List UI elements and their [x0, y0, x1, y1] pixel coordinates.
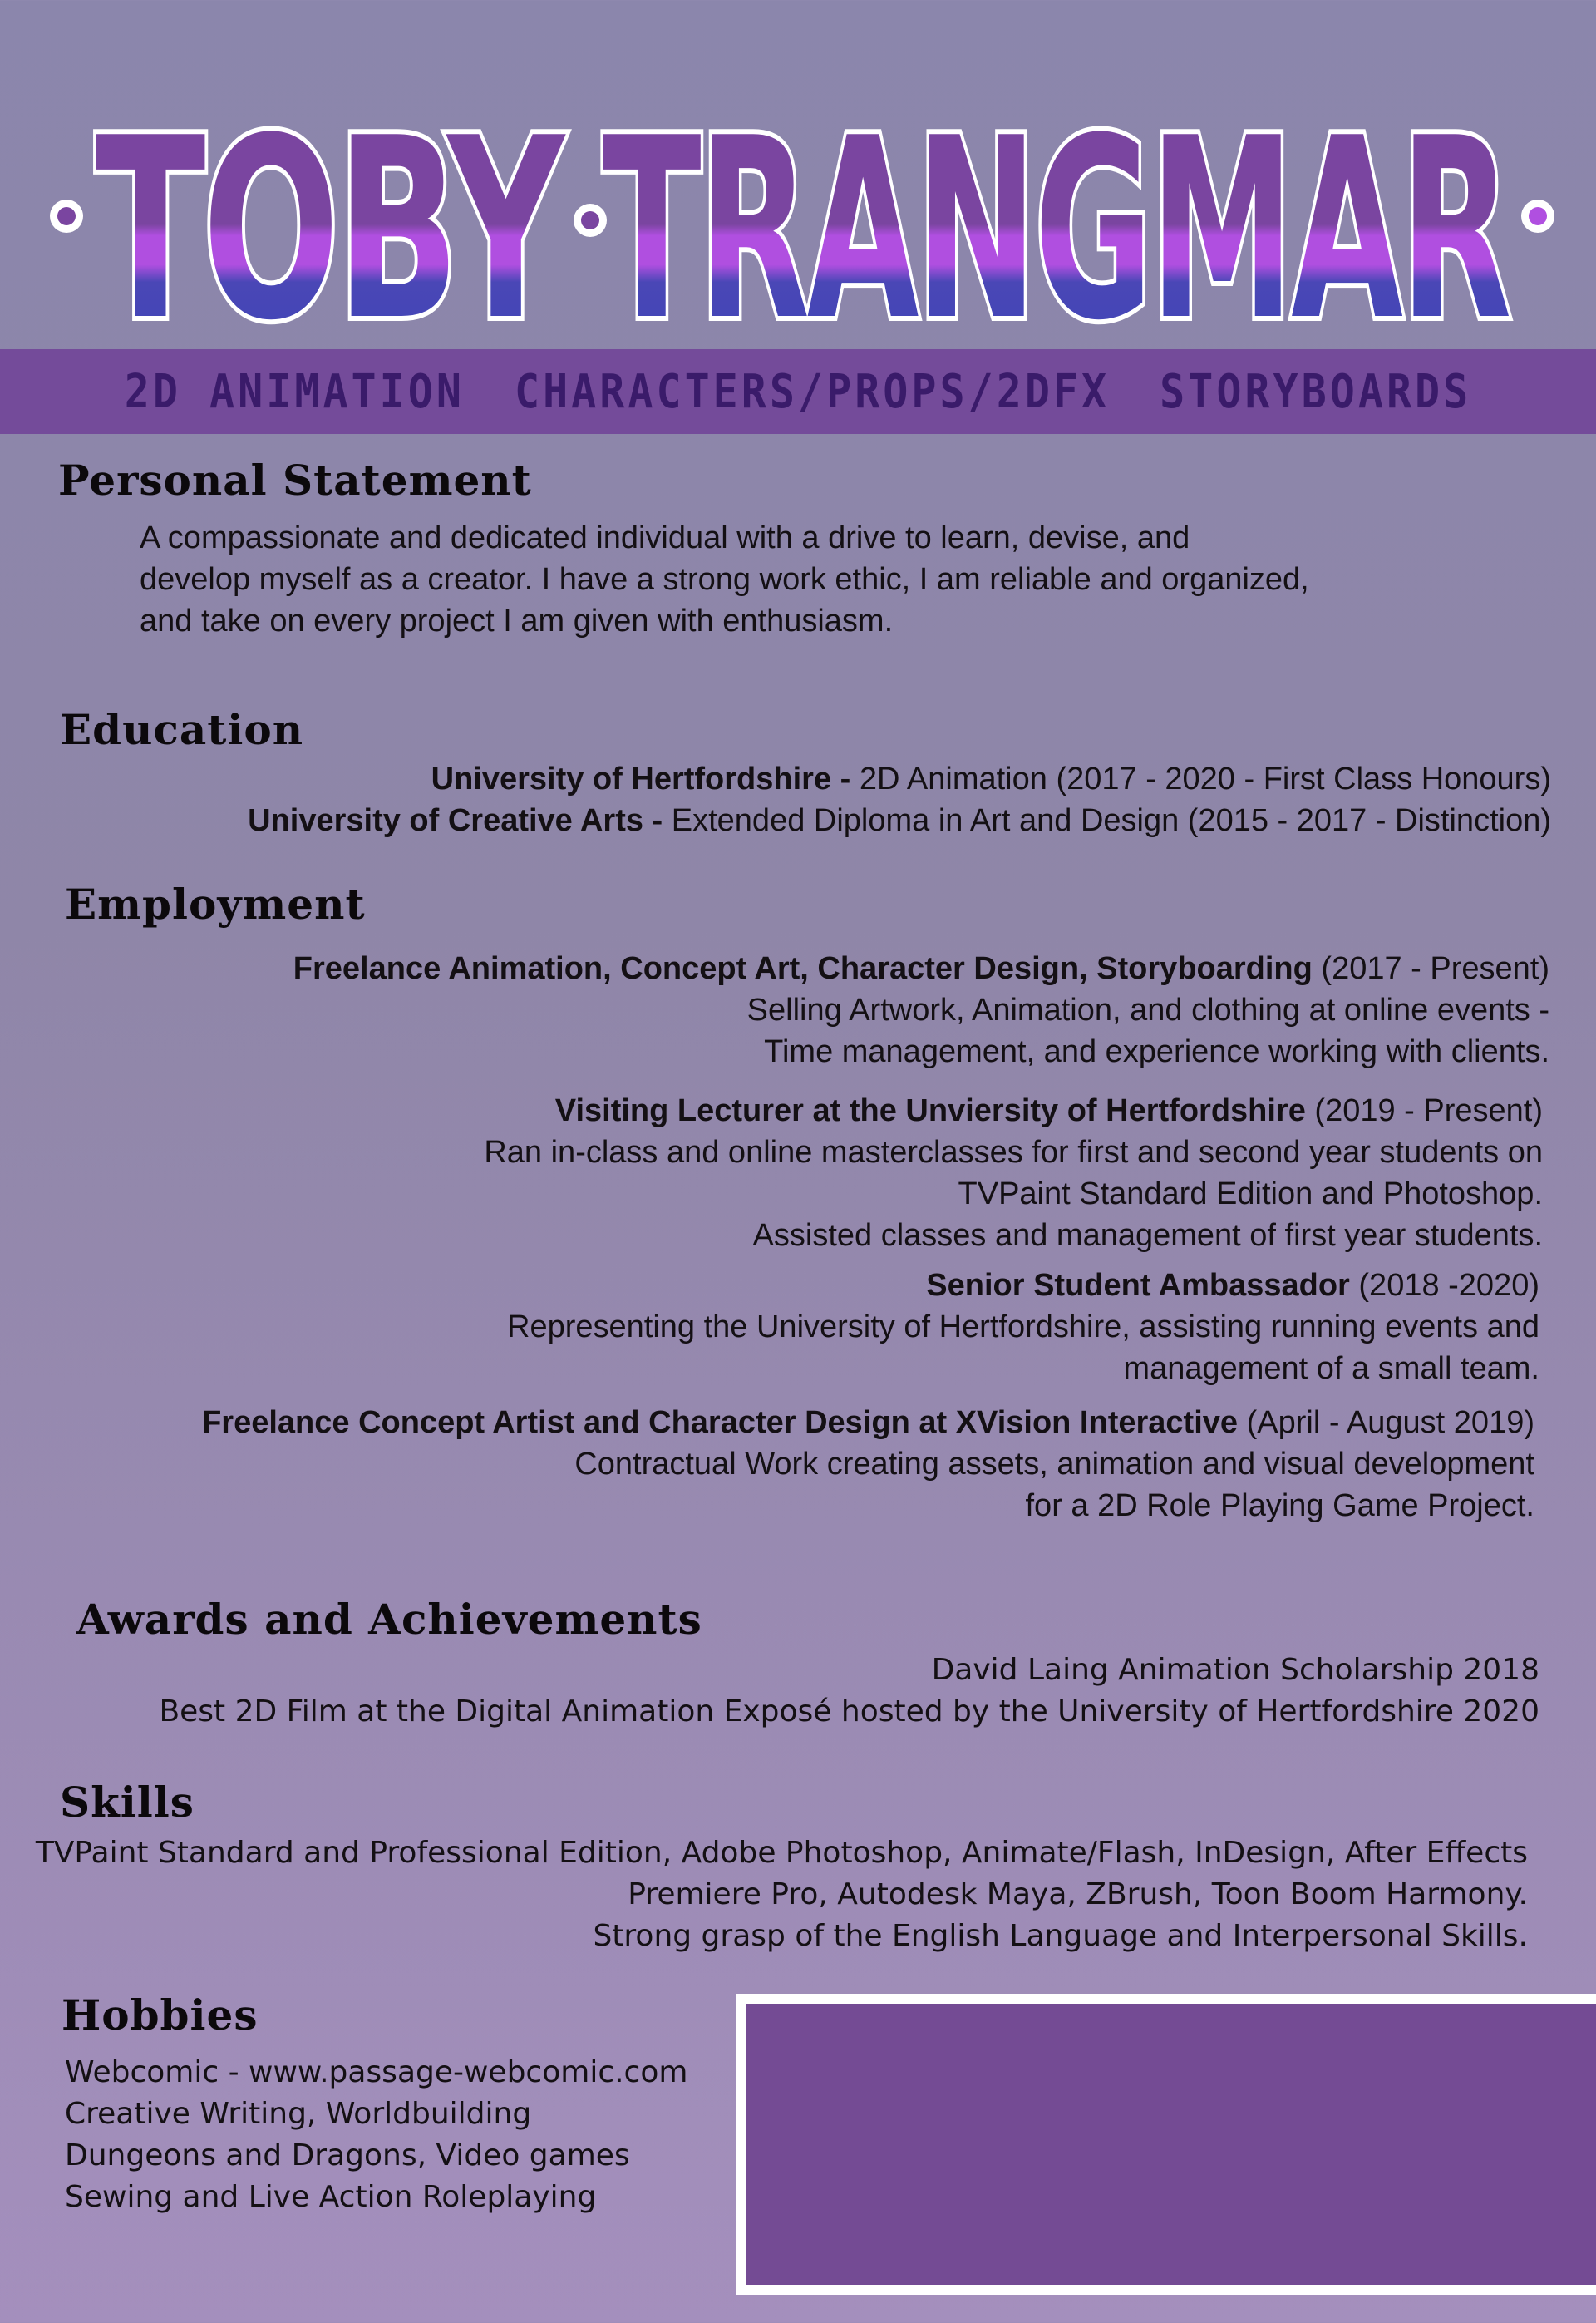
employment-entry: Visiting Lecturer at the Unviersity of Hertfordshire (2019 - Present) Ran in-class and online masterclasses for first and second year students on TVPaint Standard Edition and Photoshop. Assisted classes and management of first year students. — [484, 1093, 1543, 1253]
employment-entry: Senior Student Ambassador (2018 -2020) Representing the University of Hertfordshire, assisting running events and management of a small team. — [507, 1268, 1539, 1386]
title-last-name: TRANGMAR — [603, 85, 1509, 349]
decorative-box — [736, 1994, 1596, 2295]
title-first-name: TOBY — [96, 85, 566, 349]
education-heading: Education — [60, 705, 304, 754]
banner-item-animation: 2D ANIMATION — [124, 364, 465, 419]
employment-entry: Freelance Animation, Concept Art, Character Design, Storyboarding (2017 - Present) Selling Artwork, Animation, and clothing at online events - Time management, and experience working with clients. — [293, 951, 1549, 1069]
banner-item-storyboards: STORYBOARDS — [1160, 364, 1472, 419]
personal-statement-text: A compassionate and dedicated individual with a drive to learn, devise, and develop myself as a creator. I have a strong work ethic, I am reliable and organized, and take on every project I am given with enthusiasm. — [140, 520, 1309, 639]
skills-banner — [0, 349, 1596, 434]
hobbies-list: Webcomic - www.passage-webcomic.com Creative Writing, Worldbuilding Dungeons and Dragons, Video games Sewing and Live Action Roleplaying — [65, 2055, 688, 2214]
hobbies-heading: Hobbies — [62, 1990, 259, 2039]
employment-entry: Freelance Concept Artist and Character Design at XVision Interactive (April - August 2019) Contractual Work creating assets, animation and visual development for a 2D Role Playing Game Project. — [202, 1405, 1534, 1523]
education-list — [248, 758, 1551, 841]
employment-heading: Employment — [65, 880, 366, 929]
skills-heading: Skills — [60, 1778, 195, 1827]
education-entry: University of Hertfordshire - 2D Animation (2017 - 2020 - First Class Honours) — [431, 762, 1551, 797]
skills-list: TVPaint Standard and Professional Edition, Adobe Photoshop, Animate/Flash, InDesign, After Effects Premiere Pro, Autodesk Maya, ZBrush, Toon Boom Harmony. Strong grasp of the English Language and Interpersonal Skills. — [35, 1836, 1528, 1953]
name-title — [0, 50, 1596, 349]
awards-list: David Laing Animation Scholarship 2018 Best 2D Film at the Digital Animation Exposé hosted by the University of Hertfordshire 2020 — [159, 1653, 1539, 1729]
education-entry: University of Creative Arts - Extended Diploma in Art and Design (2015 - 2017 - Distinction) — [248, 803, 1551, 838]
personal-statement-heading: Personal Statement — [58, 456, 532, 505]
awards-heading: Awards and Achievements — [76, 1595, 702, 1644]
banner-item-characters: CHARACTERS/PROPS/2DFX — [514, 364, 1111, 419]
